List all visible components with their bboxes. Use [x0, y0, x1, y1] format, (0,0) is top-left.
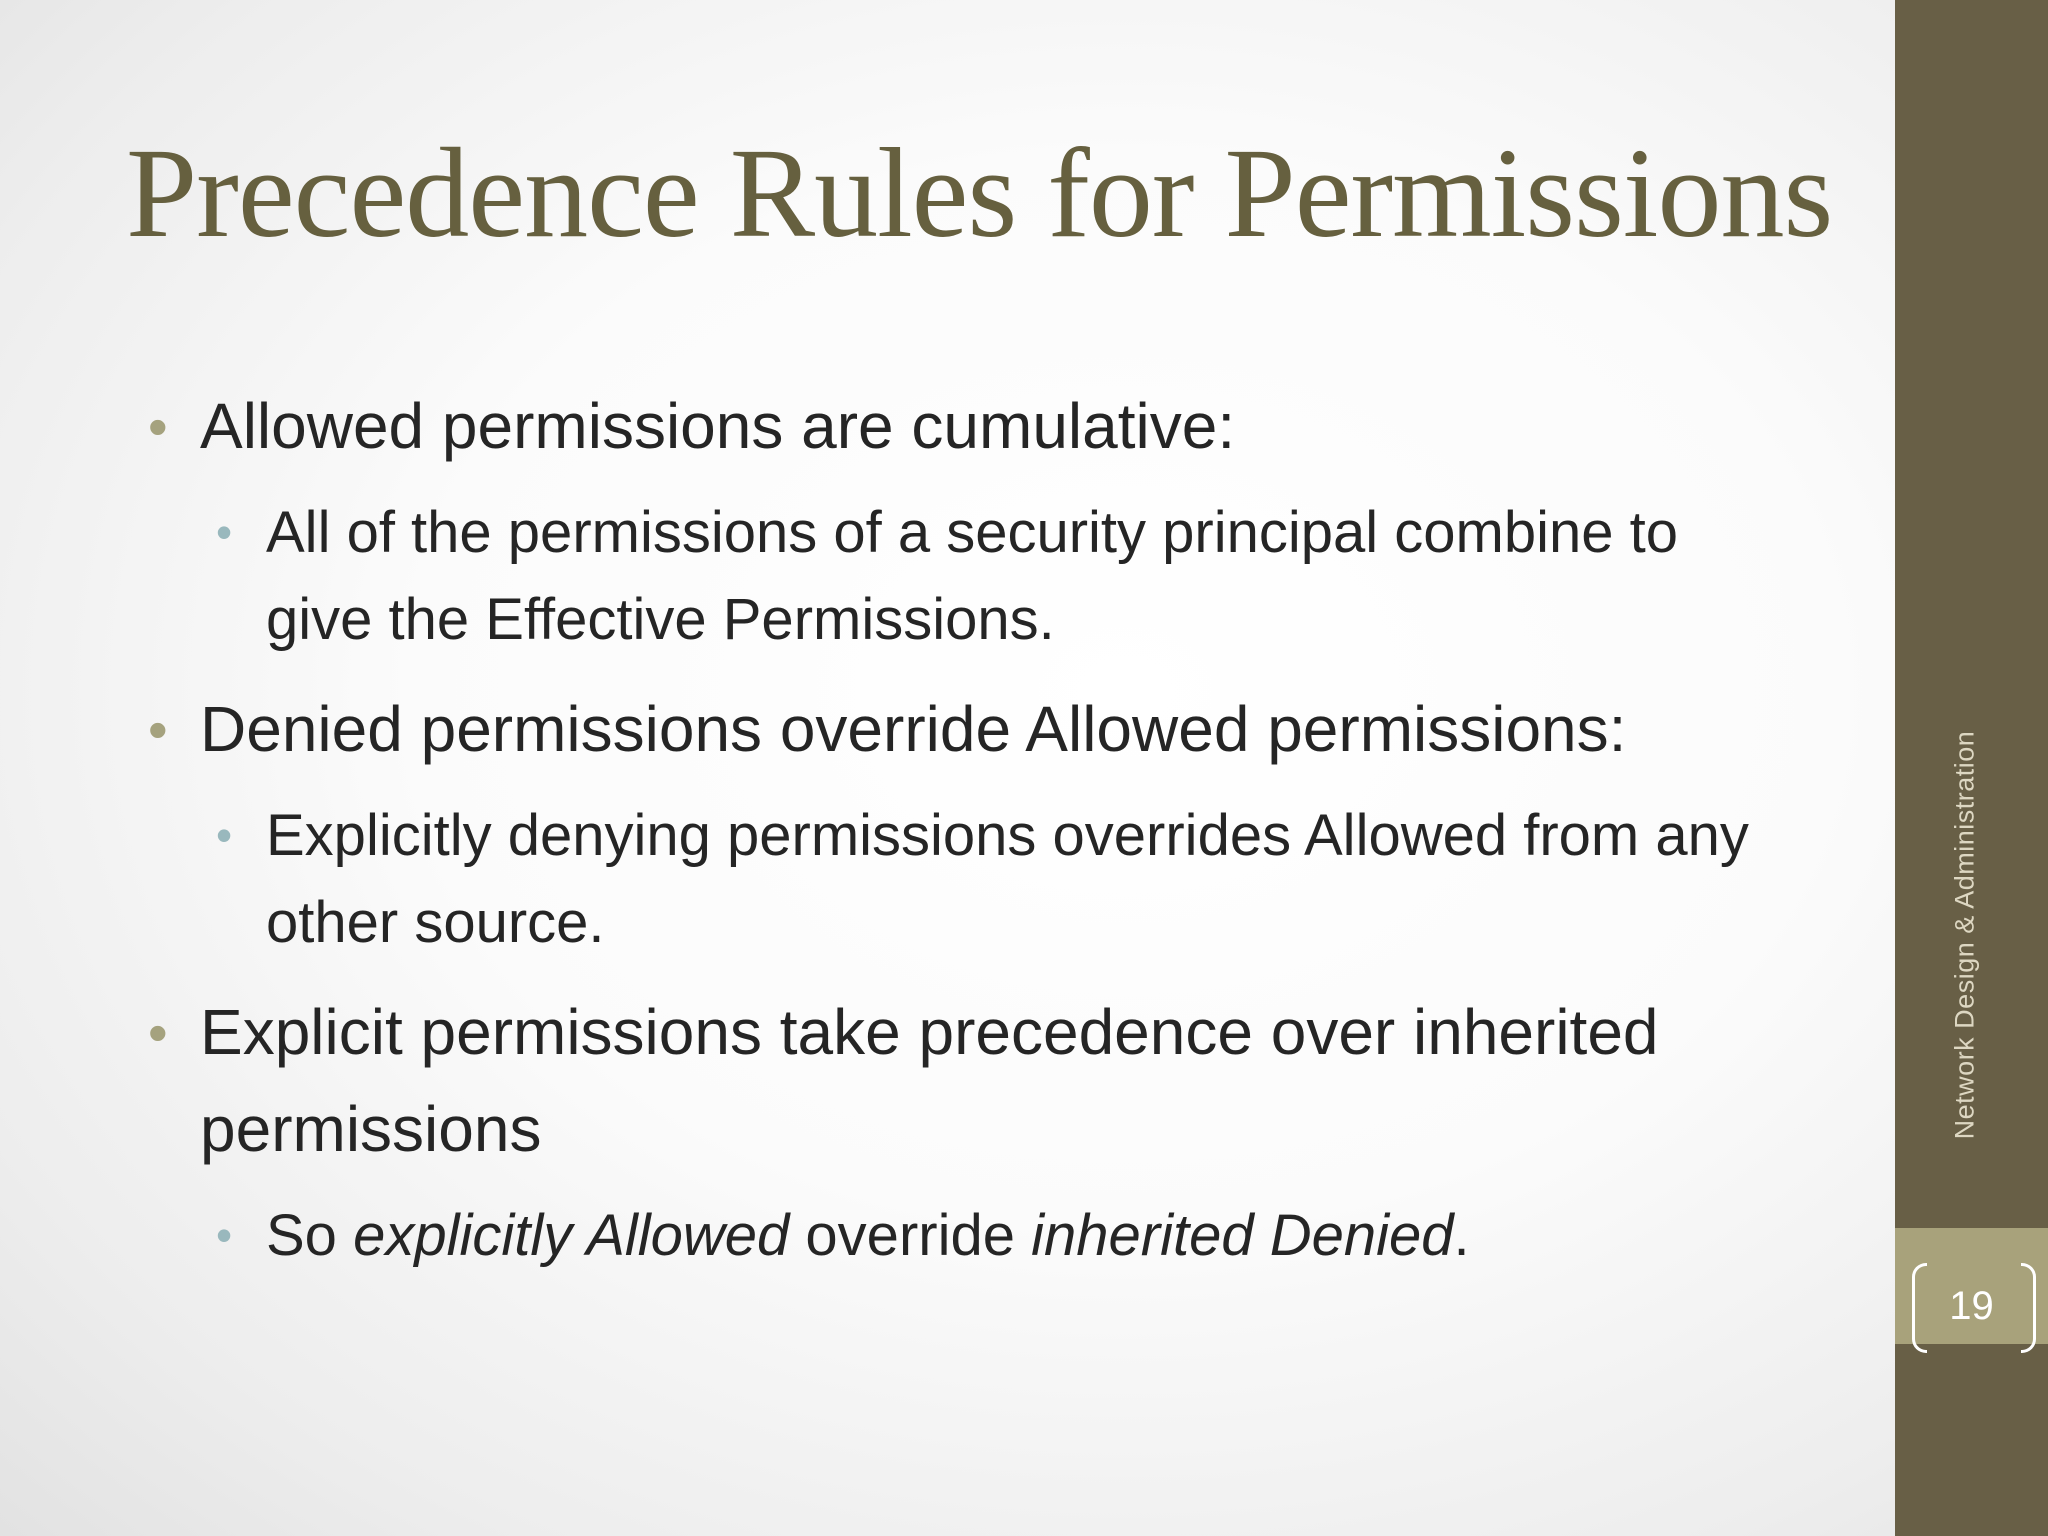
- bullet-text: Explicit permissions take precedence over inherited permissions: [200, 996, 1659, 1165]
- page-number: 19: [1949, 1284, 1994, 1328]
- bullet-item: [148, 681, 1788, 778]
- sub-bullet-emphasis: explicitly Allowed: [353, 1203, 790, 1268]
- sub-bullet-text: All of the permissions of a security principal combine to give the Effective Permissions.: [266, 500, 1678, 652]
- bullet-text: Allowed permissions are cumulative:: [200, 390, 1236, 462]
- slide-title: Precedence Rules for Permissions: [126, 122, 1833, 264]
- sub-bullet-middle: override: [789, 1203, 1032, 1268]
- sub-bullet-emphasis: inherited Denied: [1031, 1203, 1454, 1268]
- bullet-item: [148, 984, 1788, 1178]
- bullet-text: Denied permissions override Allowed permissions:: [200, 693, 1627, 765]
- sub-bullet-text: Explicitly denying permissions overrides Allowed from any other source.: [266, 803, 1749, 955]
- bullet-list: [148, 378, 1788, 1297]
- page-number-box: [1895, 1228, 2048, 1344]
- sidebar-caption: Network Design & Administration: [1949, 730, 1980, 1140]
- bullet-item: [148, 378, 1788, 475]
- sub-bullet-item: [148, 1192, 1788, 1279]
- sub-bullet-prefix: So: [266, 1203, 354, 1268]
- sub-bullet-suffix: .: [1453, 1203, 1470, 1268]
- sub-bullet-item: [148, 489, 1788, 663]
- sub-bullet-item: [148, 792, 1788, 966]
